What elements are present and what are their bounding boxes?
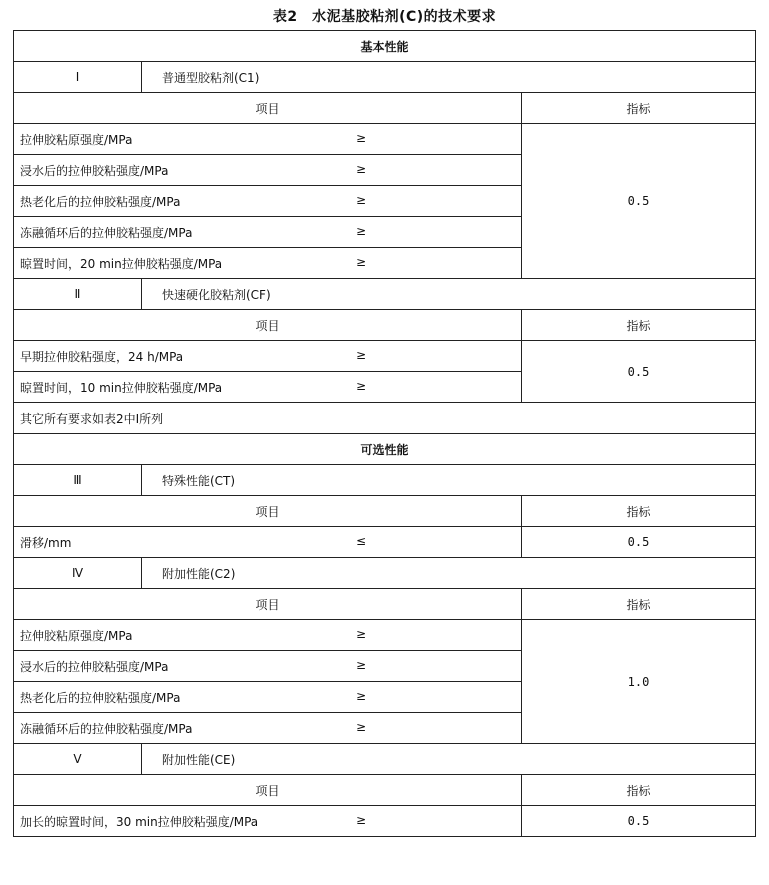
requirement-cell [14,372,522,403]
section-2-row [14,279,756,310]
section-1-name: 普通型胶粘剂(C1) [142,62,756,93]
section-5-value: 0.5 [522,806,756,837]
item-header: 项目 [14,93,522,124]
requirement-label: 加长的晾置时间，30 min拉伸胶粘强度/MPa [20,814,259,829]
requirement-cell [14,155,522,186]
section-3-number: Ⅲ [14,465,142,496]
section-1-row [14,62,756,93]
requirement-label: 早期拉伸胶粘强度，24 h/MPa [20,349,184,364]
requirement-cell [14,217,522,248]
requirement-cell [14,124,522,155]
comparison-operator: ≥ [356,254,367,269]
table-row [14,527,756,558]
index-header: 指标 [522,775,756,806]
optional-performance-row [14,434,756,465]
requirement-cell [14,620,522,651]
index-header: 指标 [522,310,756,341]
comparison-operator: ≥ [356,347,367,362]
index-header: 指标 [522,496,756,527]
section-5-header-row [14,775,756,806]
section-2-header-row [14,310,756,341]
requirement-cell [14,806,522,837]
section-4-value: 1.0 [522,620,756,744]
section-3-value: 0.5 [522,527,756,558]
table-row [14,620,756,651]
table-row [14,341,756,372]
requirement-cell [14,527,522,558]
item-header: 项目 [14,310,522,341]
comparison-operator: ≥ [356,688,367,703]
section-2-number: Ⅱ [14,279,142,310]
section-2-name: 快速硬化胶粘剂(CF) [142,279,756,310]
section-2-value: 0.5 [522,341,756,403]
comparison-operator: ≥ [356,812,367,827]
index-header: 指标 [522,589,756,620]
table-title: 表2 水泥基胶粘剂(C)的技术要求 [272,9,497,25]
comparison-operator: ≥ [356,626,367,641]
section-4-header-row [14,589,756,620]
requirement-label: 拉伸胶粘原强度/MPa [20,132,133,147]
section-4-row [14,558,756,589]
requirement-label: 浸水后的拉伸胶粘强度/MPa [20,163,169,178]
comparison-operator: ≥ [356,719,367,734]
requirement-cell [14,682,522,713]
requirement-cell [14,248,522,279]
section-4-number: Ⅳ [14,558,142,589]
requirement-label: 晾置时间，20 min拉伸胶粘强度/MPa [20,256,223,271]
requirement-label: 热老化后的拉伸胶粘强度/MPa [20,194,181,209]
item-header: 项目 [14,775,522,806]
requirement-label: 滑移/mm [20,535,72,550]
basic-performance-row [14,31,756,62]
comparison-operator: ≥ [356,130,367,145]
requirement-label: 热老化后的拉伸胶粘强度/MPa [20,690,181,705]
table-row [14,124,756,155]
requirement-label: 晾置时间，10 min拉伸胶粘强度/MPa [20,380,223,395]
comparison-operator: ≥ [356,161,367,176]
requirement-label: 浸水后的拉伸胶粘强度/MPa [20,659,169,674]
section-5-row [14,744,756,775]
comparison-operator: ≤ [356,533,367,548]
requirement-cell [14,186,522,217]
section-4-name: 附加性能(C2) [142,558,756,589]
item-header: 项目 [14,496,522,527]
requirement-label: 冻融循环后的拉伸胶粘强度/MPa [20,225,193,240]
requirement-cell [14,341,522,372]
table-row [14,806,756,837]
section-1-number: Ⅰ [14,62,142,93]
index-header: 指标 [522,93,756,124]
comparison-operator: ≥ [356,223,367,238]
comparison-operator: ≥ [356,378,367,393]
section-1-header-row [14,93,756,124]
section-3-row [14,465,756,496]
comparison-operator: ≥ [356,657,367,672]
requirement-cell [14,651,522,682]
section-5-name: 附加性能(CE) [142,744,756,775]
section-1-value: 0.5 [522,124,756,279]
optional-performance-header: 可选性能 [14,434,756,465]
section-3-header-row [14,496,756,527]
comparison-operator: ≥ [356,192,367,207]
requirement-label: 拉伸胶粘原强度/MPa [20,628,133,643]
requirement-cell [14,713,522,744]
section-5-number: Ⅴ [14,744,142,775]
requirement-label: 冻融循环后的拉伸胶粘强度/MPa [20,721,193,736]
basic-performance-header: 基本性能 [14,31,756,62]
item-header: 项目 [14,589,522,620]
spec-table [13,30,756,837]
section-2-note-row [14,403,756,434]
section-3-name: 特殊性能(CT) [142,465,756,496]
section-2-note: 其它所有要求如表2中Ⅰ所列 [14,403,756,434]
